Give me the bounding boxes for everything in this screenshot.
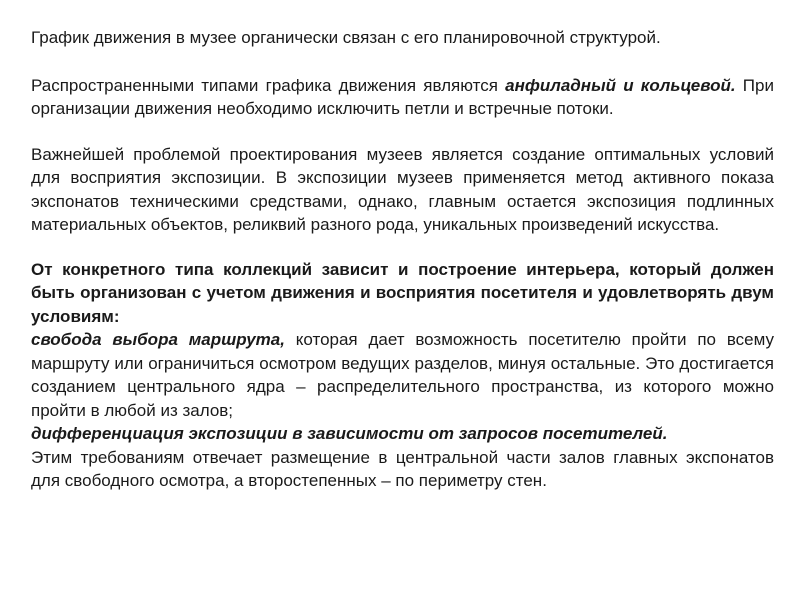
paragraph-intro bbox=[31, 26, 774, 50]
condition-2-text: Этим требованиям отвечает размещение в центральной части залов главных экспонатов для свободного осмотра, а второстепенных – по периметру стен. bbox=[31, 447, 774, 490]
movement-types-text-before: Распространенными типами графика движения являются bbox=[31, 75, 506, 95]
movement-types-text-after: При организации движения необходимо исключить петли и встречные потоки. bbox=[31, 75, 774, 118]
conditions-heading: От конкретного типа коллекций зависит и построение интерьера, который должен быть организован с учетом движения и восприятия посетителя и удовлетворять двум условиям: bbox=[31, 259, 774, 326]
paragraph-design-problem bbox=[31, 143, 774, 237]
design-problem-text: Важнейшей проблемой проектирования музеев является создание оптимальных условий для восприятия экспозиции. В экспозиции музеев применяется метод активного показа экспонатов техническими средствами, однако, главным остается экспозиция подлинных материальных объектов, реликвий разного рода, уникальных произведений искусства. bbox=[31, 144, 774, 234]
condition-2-title: дифференциация экспозиции в зависимости от запросов посетителей. bbox=[31, 424, 668, 443]
intro-text: График движения в музее органически связан с его планировочной структурой. bbox=[31, 28, 661, 47]
movement-types-emphasis: анфиладный и кольцевой. bbox=[505, 75, 736, 95]
condition-1-text: которая дает возможность посетителю пройти по всему маршруту или ограничиться осмотром ведущих разделов, минуя остальные. Это достигается созданием центрального ядра – распределительного пространства, из которого можно пройти в любой из залов; bbox=[31, 330, 774, 420]
condition-1-title: свобода выбора маршрута, bbox=[31, 330, 285, 349]
paragraph-interior-conditions bbox=[31, 258, 774, 493]
paragraph-movement-types bbox=[31, 74, 774, 121]
